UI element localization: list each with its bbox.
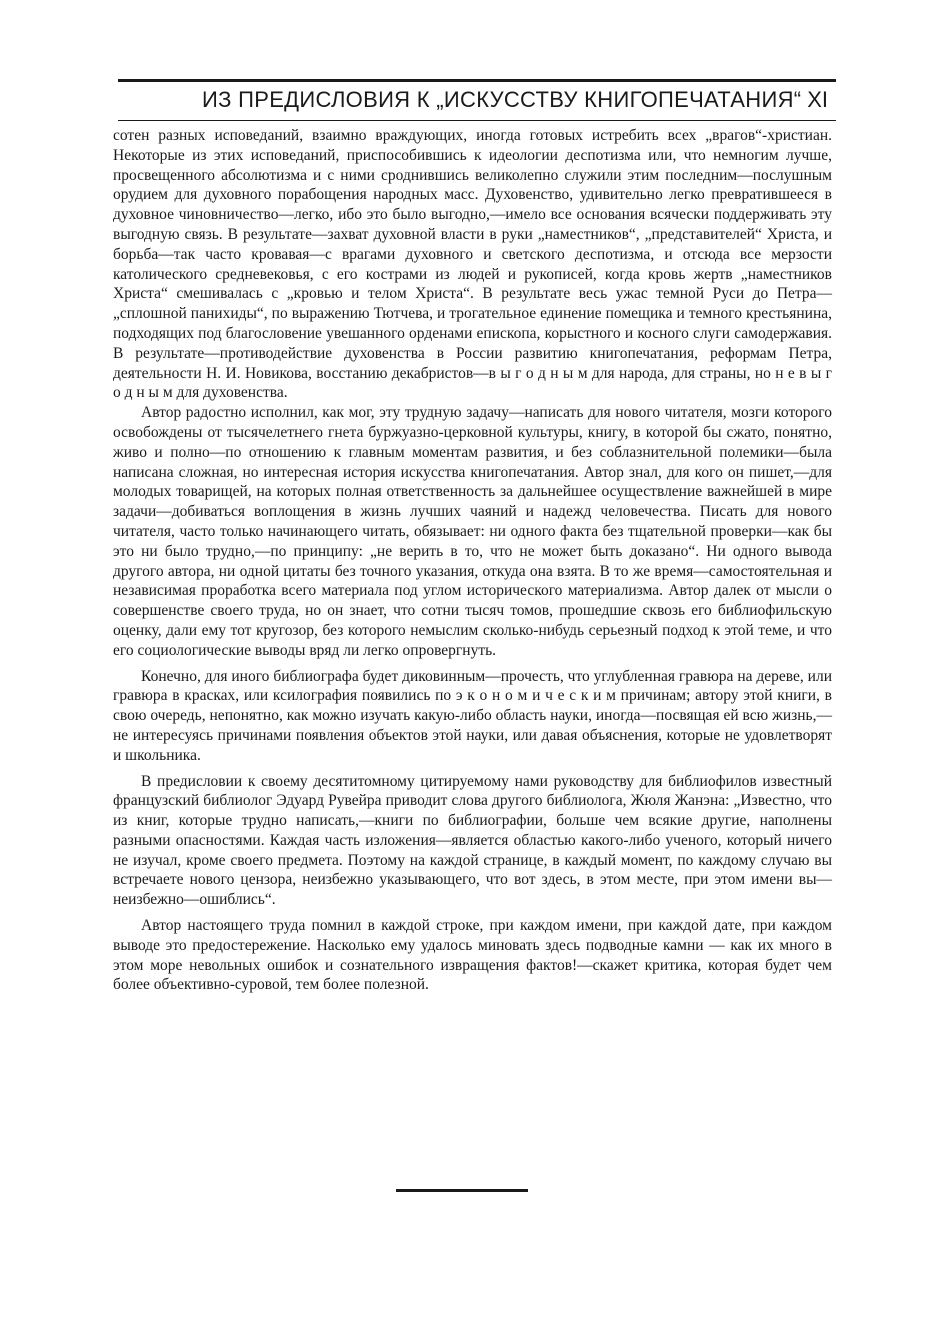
header-bottom-rule [118,120,836,121]
page-header [118,79,836,121]
paragraph-continuation: сотен разных исповеданий, взаимно враждующих, иногда готовых истребить всех „врагов“-христиан. Некоторые из этих исповеданий, приспособившись к идеологии деспотизма или, что немногим лучше, просвещенного абсолютизма и с ними сроднившись великолепно служили этим последним—послушным орудием для духовного порабощения народных масс. Духовенство, удивительно легко превратившееся в духовное чиновничество—легко, ибо это было выгодно,—имело все основания всячески поддерживать эту выгодную связь. В результате—захват духовной власти в руки „наместников“, „представителей“ Христа, и борьба—так часто кровавая—с врагами духовного и светского деспотизма, и отсюда все мерзости католического средневековья, с его кострами из людей и рукописей, когда кровь жертв „наместников Христа“ смешивалась с „кровью и телом Христа“. В результате весь ужас темной Руси до Петра—„сплошной панихиды“, по выражению Тютчева, и трогательное единение помещика и темного крестьянина, подходящих под благословение увешанного орденами епископа, корыстного и косного слуги самодержавия. В результате—противодействие духовенства в России развитию книгопечатания, реформам Петра, деятельности Н. И. Новикова, восстанию декабристов—в ы г о д н ы м для народа, для страны, но н е в ы г о д н ы м для духовенства. [113,127,832,402]
page-number: XI [807,87,828,112]
body-text [113,126,832,1001]
header-row [118,82,836,120]
end-of-section-rule [396,1189,528,1192]
paragraph: В предисловии к своему десятитомному цитируемому нами руководству для библиофилов известный французский библиолог Эдуард Рувейра приводит слова другого библиолога, Жюля Жанэна: „Известно, что из книг, которые трудно написать,—книги по библиографии, больше чем всякие другие, наполнены разными опасностями. Каждая часть изложения—является областью какого-либо ученого, который ничего не изучал, кроме своего предмета. Поэтому на каждой странице, в каждый момент, по каждому случаю вы встречаете нового цензора, неизбежно указывающего, что вот здесь, в этом месте, при этом имени вы—неизбежно—ошиблись“. [113,772,832,909]
paragraph: Автор радостно исполнил, как мог, эту трудную задачу—написать для нового читателя, мозги которого освобождены от тысячелетнего гнета буржуазно-церковной культуры, книгу, в которой бы сжато, понятно, живо и полно—по отношению к главным моментам развития, и без соблазнительной полемики—была написана сложная, но интересная история искусства книгопечатания. Автор знал, для кого он пишет,—для молодых товарищей, на которых полная ответственность за дальнейшее осуществление важнейшей в мире задачи—добиваться воплощения в жизнь лучших чаяний и надежд человечества. Писать для нового читателя, часто только начинающего читать, обязывает: ни одного факта без тщательной проверки—как бы это ни было трудно,—по принципу: „не верить в то, что не может быть доказано“. Ни одного вывода другого автора, ни одной цитаты без точного указания, откуда она взята. В то же время—самостоятельная и независимая проработка всего материала под углом исторического материализма. Автор далек от мысли о совершенстве своего труда, но он знает, что сотни тысяч томов, прошедшие сквозь его библиофильскую оценку, дали ему тот кругозор, без которого немыслим сколько-нибудь серьезный подход к этой теме, и что его социологические выводы вряд ли легко опровергнуть. [113,404,832,659]
paragraph: Конечно, для иного библиографа будет диковинным—прочесть, что углубленная гравюра на дереве, или гравюра в красках, или ксилография появились по э к о н о м и ч е с к и м причинам; автору этой книги, в свою очередь, непонятно, как можно изучать какую-либо область науки, иногда—посвящая ей всю жизнь,—не интересуясь причинами появления объектов этой науки, или давая объяснения, которые не удовлетворят и школьника. [113,667,832,764]
running-title: ИЗ ПРЕДИСЛОВИЯ К „ИСКУССТВУ КНИГОПЕЧАТАНИЯ“ [202,87,802,112]
paragraph: Автор настоящего труда помнил в каждой строке, при каждом имени, при каждой дате, при каждом выводе это предостережение. Насколько ему удалось миновать здесь подводные камни — как их много в этом море невольных ошибок и сознательного извращения фактов!—скажет критика, которая будет чем более объективно-суровой, тем более полезной. [113,917,832,994]
